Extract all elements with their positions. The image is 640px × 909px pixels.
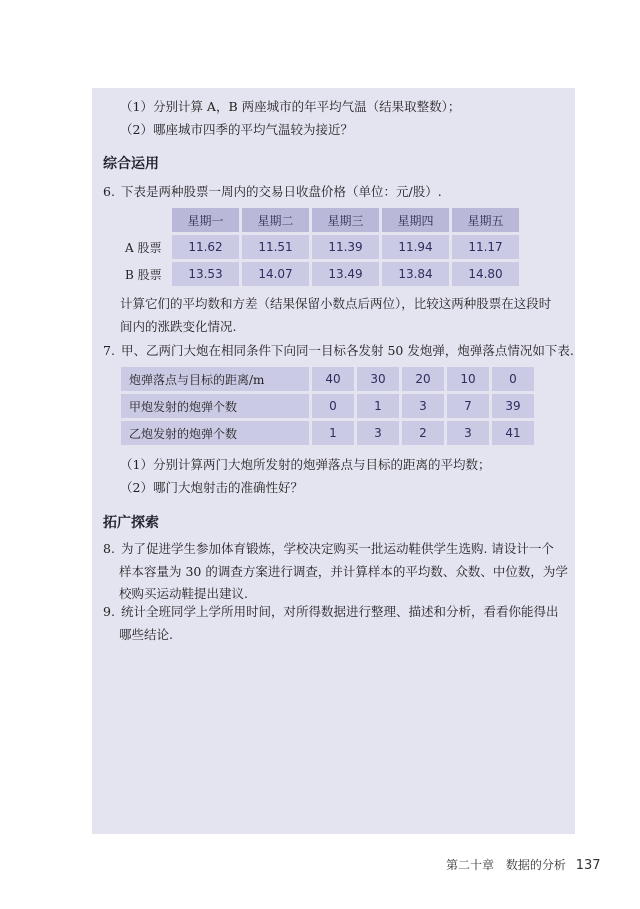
table-cell: 3 <box>357 421 399 445</box>
problem-6-text <box>103 181 442 203</box>
problem-9 <box>103 601 559 623</box>
table-cell: 20 <box>402 367 444 391</box>
table-cell: 2 <box>402 421 444 445</box>
row-label: A 股票 <box>125 240 162 255</box>
table-header-cell: 星期四 <box>382 208 449 232</box>
table-cell: 11.39 <box>312 235 379 259</box>
problem-number: 9. <box>103 604 115 619</box>
problem-number: 7. <box>103 343 115 358</box>
table-header-cell: 星期二 <box>242 208 309 232</box>
table-header-cell: 星期三 <box>312 208 379 232</box>
problem-number: 6. <box>103 184 115 199</box>
table-cell: 13.53 <box>172 262 239 286</box>
table-cell: 41 <box>492 421 534 445</box>
table-header-cell: 星期五 <box>452 208 519 232</box>
problem-number: 8. <box>103 541 115 556</box>
problem-7-text <box>103 340 574 362</box>
problem-9-line-1: 统计全班同学上学所用时间，对所得数据进行整理、描述和分析，看看你能得出 <box>120 604 559 619</box>
problem-9-line-2: 哪些结论. <box>119 627 173 642</box>
table-header-cell: 星期一 <box>172 208 239 232</box>
table-cell: 1 <box>312 421 354 445</box>
table-cell: 3 <box>402 394 444 418</box>
table-row <box>121 235 519 259</box>
table-cell: 14.80 <box>452 262 519 286</box>
artillery-table <box>118 364 537 448</box>
problem-8-line-3: 校购买运动鞋提出建议. <box>119 586 248 601</box>
table-cell: 1 <box>357 394 399 418</box>
intro-line-1: （1）分别计算 A，B 两座城市的年平均气温（结果取整数）； <box>120 99 461 114</box>
problem-6-followup-line-1: 计算它们的平均数和方差（结果保留小数点后两位），比较这两种股票在这段时 <box>120 296 552 311</box>
table-cell: 11.17 <box>452 235 519 259</box>
table-cell: 11.94 <box>382 235 449 259</box>
problem-8-line-2: 样本容量为 30 的调查方案进行调查，并计算样本的平均数、众数、中位数，为学 <box>119 564 568 579</box>
table-cell: 13.49 <box>312 262 379 286</box>
table-cell: 13.84 <box>382 262 449 286</box>
table-cell: 11.62 <box>172 235 239 259</box>
problem-statement: 甲、乙两门大炮在相同条件下向同一目标各发射 50 发炮弹，炮弹落点情况如下表. <box>120 343 574 358</box>
row-label: B 股票 <box>125 267 162 282</box>
table-cell: 0 <box>492 367 534 391</box>
row-label: 炮弹落点与目标的距离/m <box>121 367 309 391</box>
section-heading-extension: 拓广探索 <box>103 515 159 531</box>
row-label: 乙炮发射的炮弹个数 <box>121 421 309 445</box>
footer-chapter: 第二十章 <box>446 858 495 872</box>
table-header-row <box>121 208 519 232</box>
table-row <box>121 394 534 418</box>
row-label: 甲炮发射的炮弹个数 <box>121 394 309 418</box>
table-cell: 10 <box>447 367 489 391</box>
section-heading-comprehensive: 综合运用 <box>103 156 159 172</box>
problem-6-followup-line-2: 间内的涨跌变化情况. <box>120 319 237 334</box>
page-number: 137 <box>575 858 601 873</box>
footer-title: 数据的分析 <box>505 858 566 872</box>
problem-8 <box>103 538 554 560</box>
table-row <box>121 421 534 445</box>
problem-7-subquestion-2: （2）哪门大炮射击的准确性好？ <box>120 480 303 495</box>
problem-statement: 下表是两种股票一周内的交易日收盘价格（单位：元/股）. <box>120 184 442 199</box>
problem-7-subquestion-1: （1）分别计算两门大炮所发射的炮弹落点与目标的距离的平均数； <box>120 457 491 472</box>
table-cell: 39 <box>492 394 534 418</box>
stock-price-table <box>118 205 522 289</box>
problem-8-line-1: 为了促进学生参加体育锻炼，学校决定购买一批运动鞋供学生选购. 请设计一个 <box>120 541 554 556</box>
table-cell: 3 <box>447 421 489 445</box>
table-cell: 14.07 <box>242 262 309 286</box>
table-corner-cell <box>121 208 169 232</box>
table-cell: 7 <box>447 394 489 418</box>
intro-line-2: （2）哪座城市四季的平均气温较为接近？ <box>120 122 353 137</box>
table-cell: 0 <box>312 394 354 418</box>
table-cell: 11.51 <box>242 235 309 259</box>
table-cell: 40 <box>312 367 354 391</box>
table-row <box>121 262 519 286</box>
table-cell: 30 <box>357 367 399 391</box>
table-row <box>121 367 534 391</box>
page-footer <box>446 856 601 873</box>
